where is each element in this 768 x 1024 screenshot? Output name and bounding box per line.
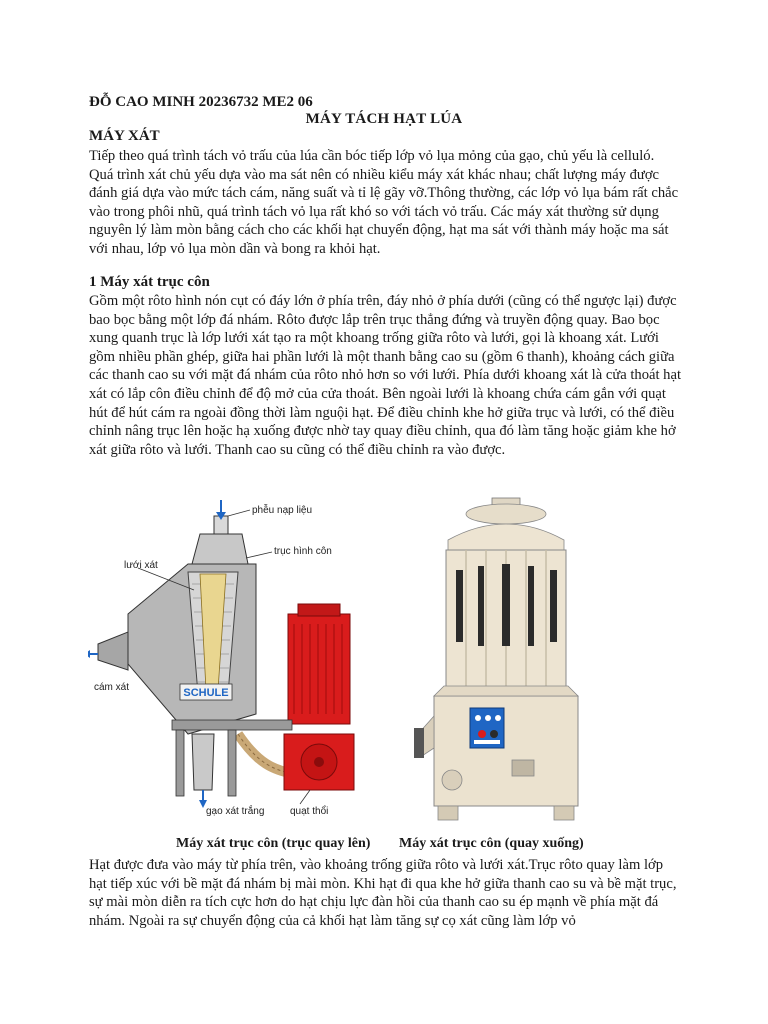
- paragraph-process: Hạt được đưa vào máy từ phía trên, vào khoảng trống giữa rôto và lưới xát.Trục rôto quay làm lớp hạt tiếp xúc với bề mặt đá nhám bị mài mòn. Khi hạt đi qua khe hở giữa thanh cao su và bề mặt trục, sự mài mòn diễn ra tích cực hơn do hạt chịu lực đàn hồi của thanh cao su ép mạnh về phía mặt đá nhám. Ngoài ra sự chuyển động của cả khối hạt làm tăng sự cọ xát cũng làm lớp vỏ: [89, 857, 677, 929]
- label-fan: quạt thổi: [290, 806, 329, 817]
- paragraph-intro: Tiếp theo quá trình tách vỏ trấu của lúa cần bóc tiếp lớp vỏ lụa mỏng của gạo, chủ yếu là celluló. Quá trình xát chủ yếu dựa vào ma sát nên có nhiều kiểu máy xát khác nhau; chất lượng máy được đánh giá dựa vào mức tách cám, năng suất và tỉ lệ gãy vỡ.Thông thường, các lớp vỏ lụa bám rất chắc vào trong phôi nhũ, quá trình tách vỏ lụa rất khó so với tách vỏ trấu. Các máy xát thường sử dụng nguyên lý làm mòn bằng cách cho các khối hạt chuyển động, hạt ma sát với thành máy hoặc ma sát với nhau, lớp vỏ lụa mòn dần và bong ra khỏi hạt.: [89, 148, 679, 257]
- section-heading-may-xat: MÁY XÁT: [89, 128, 160, 144]
- section-heading-truc-con: 1 Máy xát trục côn: [89, 274, 210, 290]
- caption-right: Máy xát trục côn (quay xuống): [399, 836, 584, 851]
- author-line: ĐỖ CAO MINH 20236732 ME2 06: [89, 94, 313, 110]
- label-hopper: phễu nạp liệu: [252, 505, 313, 516]
- label-rice-out: gạo xát trắng: [206, 806, 265, 817]
- photo-truc-quay-xuong: [412, 490, 600, 828]
- page-title: MÁY TÁCH HẠT LÚA: [305, 111, 463, 127]
- brand-plate: SCHULE: [183, 687, 229, 699]
- diagram-truc-quay-len: [88, 494, 366, 824]
- caption-left: Máy xát trục côn (trục quay lên): [176, 836, 371, 851]
- label-mesh: lưới xát: [124, 560, 158, 571]
- paragraph-truc-con: Gồm một rôto hình nón cụt có đáy lớn ở phía trên, đáy nhỏ ở phía dưới (cũng có thể ngược lại) được bao bọc bằng một lớp đá nhám. Rôto được lắp trên trục thẳng đứng và truyền động quay. Bao bọc xung quanh trục là lớp lưới xát tạo ra một khoang trống giữa rôto và lưới, gọi là khoang xát. Lưới gồm nhiều phần ghép, giữa hai phần lưới là một thanh bằng cao su (gồm 6 thanh), khoảng cách giữa các thanh cao su với mặt đá nhám của rôto nhỏ hơn so với lưới. Phía dưới khoang xát là cửa thoát hạt xát có lắp côn điều chỉnh để độ mở của cửa thoát. Bên ngoài lưới là khoang chứa cám gắn với quạt hút để hút cám ra ngoài đồng thời làm nguội hạt. Để điều chỉnh khe hở giữa trục và lưới, có thể điều chỉnh nâng trục lên hoặc hạ xuống được nhờ tay quay điều chỉnh, qua đó làm tăng hoặc giảm khe hở xát giữa rôto và lưới. Thanh cao su cũng có thể điều chỉnh ra vào được.: [89, 293, 682, 458]
- label-bran: cám xát: [94, 682, 130, 693]
- label-cone-shaft: trục hình côn: [274, 546, 332, 557]
